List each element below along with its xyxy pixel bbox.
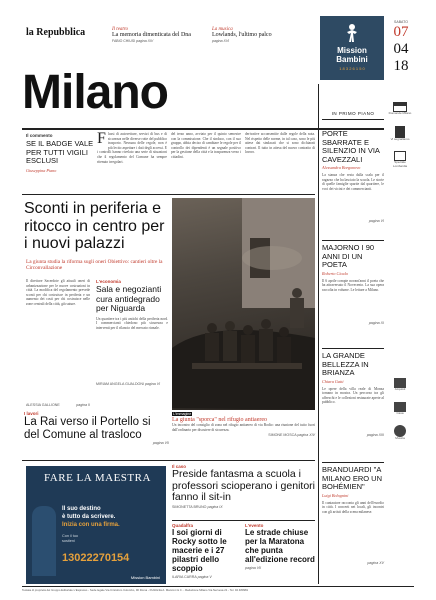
rs2-headline: MAJORNO I 90 ANNI DI UN POETA <box>322 243 375 269</box>
commentary-kicker: Il commento <box>26 133 53 138</box>
inset-story[interactable] <box>96 279 168 386</box>
section-label: IN PRIMO PIANO <box>331 111 375 116</box>
date-day: 07 <box>393 24 409 40</box>
brand-logo: la Repubblica <box>26 27 86 38</box>
commentary[interactable] <box>26 133 94 173</box>
scuola-headline: Preside fantasma a scuola i professori scioperano i genitori fanno il sit-in <box>172 468 315 503</box>
br-kicker: L'evento <box>245 523 264 528</box>
top-col-1: Flussi di autovetture, servizi di bus e di sicurezza nelle diverse rotte del pubblico trasporto. Nessuna delle regole, non è più lecito aspettare i dati degli accessi. E i controlli hanno rivelato una serie di situazioni che il regolamento del Comune ha sempre ritenuto irregolari. <box>97 132 167 164</box>
strip-label: Acquisti <box>394 387 406 391</box>
right-story-1[interactable] <box>322 130 384 223</box>
scuola-story[interactable] <box>172 464 315 509</box>
inset-body: Un quartiere tra i più antichi della periferia nord. I commercianti chiedono più sicurezza e interventi per il rilancio del mercato rionale. <box>96 316 168 330</box>
inset-byline: MIRIAM ANGELA GUALDONI <box>96 381 144 386</box>
teaser-title: La memoria dimenticata del Dna <box>112 32 191 38</box>
rs4-page: pagina XV <box>367 560 384 565</box>
rs3-headline: LA GRANDE BELLEZZA IN BRIANZA <box>322 351 369 377</box>
ad-line-2: Il suo destino <box>62 506 101 512</box>
strip-item-3[interactable] <box>388 151 412 168</box>
br-page: pagina VII <box>245 566 262 570</box>
teaser-byline: FABIO CHIUSI <box>112 39 136 43</box>
rs3-body: Le opere della villa reale di Monza tornano in mostra. Un percorso tra gli affreschi e le collezioni restaurate aperte al pubblico. <box>322 386 384 405</box>
top-col-2: del terzo anno, avviato per il quinto semestre con la commissione. Che il sindaco, con il suo gruppo, abbia deciso di cambiare le regole per il controllo dei dipendenti è un segnale positivo per la gestione della città e la trasparenza verso i cittadini. <box>171 132 241 159</box>
rs2-body: Il 6 aprile compie novant'anni il poeta che ha attraversato il Novecento. La sua opera raccolta in volume. Le letture a Milano. <box>322 278 384 292</box>
advert[interactable] <box>26 466 166 584</box>
rs3-page: pagina XIII <box>366 432 384 437</box>
top-col-3: derivative acconsentite dalle regole della nota. Nel rispetto delle norme, in tal caso, sono le più attese dai sindacati che si sono dichiarati contrari. Il tutto in attesa del nuovo contratto di lavoro. <box>245 132 315 155</box>
ad-line-4: Inizia con una firma. <box>62 522 120 528</box>
strip-label: Vi segnaliamo <box>390 136 410 141</box>
rs1-page: pagina VI <box>368 219 384 223</box>
bl-byline: ILARIA CARRA <box>172 575 197 579</box>
commentary-headline: SE IL BADGE VALE PER TUTTI VIGILI ESCLUSI <box>26 139 94 165</box>
date-year: 18 <box>393 58 409 74</box>
lavori-page: pagina VII <box>152 441 169 445</box>
bl-kicker: Quadalfra <box>172 523 194 528</box>
main-page: pagina II <box>76 403 90 407</box>
main-subhead: La giunta studia la riforma sugli oneri Obiettivo: cantieri oltre la Circonvallazione <box>26 259 163 272</box>
child-figure-icon <box>345 23 359 43</box>
lavori-story[interactable] <box>24 411 169 445</box>
main-body: Il direttore Sacerdote gli attuali oneri di urbanizzazione per le nuove costruzioni in città. La modifica del regolamento prevede sconti per chi costruisce in periferia e un aumento dei costi per chi costruisce nelle zone centrali della città, già sature. <box>26 279 90 306</box>
strip-label: Speciale Lombardia <box>392 160 408 168</box>
rs4-byline: Luigi Bolognini <box>322 492 349 498</box>
rs2-page: pagina XI <box>368 320 384 325</box>
ad-phone: 13022270154 <box>62 552 130 564</box>
inset-kicker: L'economia <box>96 279 121 284</box>
inset-page: pagina VI <box>144 381 161 386</box>
scuola-kicker: Il caso <box>172 464 187 469</box>
commentary-byline: Giuseppina Piano <box>26 167 57 173</box>
ad-brand: Mission Bambini <box>130 575 160 580</box>
footer-text: Testata di proprietà del Gruppo Editoriale L'Espresso - Sede legale Via Cristoforo Colombo, 90 Roma - Pubblicità A. Manzoni & C. - Redazione Milano Via Nervesa 21 - Tel. 02 480981 <box>22 588 249 592</box>
rs1-headline: PORTE SBARRATE E SILENZIO IN VIA CAVEZZALI <box>322 129 380 164</box>
rs1-byline: Alessandra Borgonovo <box>322 165 361 170</box>
lavori-headline: La Rai verso il Portello si del Comune al trasloco <box>24 416 151 441</box>
rs4-headline: BRANDUARDI "A MILANO ERO UN BOHÉMIEN" <box>322 465 383 491</box>
teaser-1[interactable] <box>112 27 208 43</box>
teaser-page: pagina XIV <box>136 39 154 43</box>
ad-line-3: è tutto da scrivere. <box>62 514 116 520</box>
bl-page: pagina V <box>197 575 212 579</box>
right-story-3[interactable] <box>322 352 384 437</box>
promo-title-2: Bambini <box>336 55 368 64</box>
promo-phone: 1 8 3 2 6 1 5 0 <box>339 66 365 71</box>
ad-line-5: Con il tuo <box>62 534 79 538</box>
photo-page: pagina XIV <box>297 433 315 437</box>
teaser-kicker: La musica <box>212 27 233 32</box>
photo-caption <box>172 412 315 437</box>
main-headline[interactable]: Sconti in periferia e ritocco in centro per i nuovi palazzi <box>24 200 165 252</box>
right-story-4[interactable] <box>322 466 384 565</box>
teaser-page: pagina XVI <box>212 39 230 43</box>
teaser-kicker: Il teatro <box>112 27 129 32</box>
bl-headline: I soi giorni di Rocky sotto le macerie e i 27 pilastri dello scoppio <box>172 528 227 573</box>
rs2-byline: Roberto Cicala <box>322 270 348 276</box>
strip-label: Domande Milano <box>388 111 412 115</box>
date-block <box>388 20 414 75</box>
ad-line-1: FARE LA MAESTRA <box>44 472 151 484</box>
photo-label: L'immagine <box>173 412 192 416</box>
teaser-title: Lowlands, l'ultimo palco <box>212 32 272 38</box>
strip-label: Musica <box>395 436 405 440</box>
main-byline: ALESSIA GALLIONE <box>26 403 60 407</box>
rs1-body: La stanza che resta dalla scala per il ragazzo che ha lasciato la scuola. Le storie di quelle famiglie sparite dal quartiere, le voci dei vicini e dei commercianti. <box>322 173 384 191</box>
edition-title: Milano <box>22 66 168 119</box>
dropcap: F <box>97 132 106 147</box>
strip-item-4[interactable] <box>388 378 412 392</box>
promo-title-1: Mission <box>337 46 367 55</box>
photo-caption-title: La giunta "sporca" nel rifugio antiaereo <box>172 417 268 423</box>
scuola-byline: SIMONETTA BRUNO <box>172 504 207 509</box>
ad-line-6: sostieni <box>62 539 75 543</box>
building-icon <box>395 126 405 138</box>
date-month: 04 <box>393 41 409 57</box>
strip-item-6[interactable] <box>388 425 412 441</box>
rs4-body: Il cantautore racconta gli anni dell'esordio in città. I concerti nei locali, gli incontri con gli artisti della scena milanese. <box>322 500 384 514</box>
main-photo <box>172 198 315 410</box>
right-story-2[interactable] <box>322 244 384 325</box>
scuola-page: pagina IX <box>207 504 223 509</box>
strip-item-5[interactable] <box>388 402 412 416</box>
house-icon <box>394 402 406 412</box>
teaser-2[interactable] <box>212 27 308 43</box>
lavori-kicker: I lavori <box>24 411 39 416</box>
strip-item-1[interactable] <box>388 102 412 116</box>
photo-caption-text: Un incontro del consiglio di zona nel rifugio antiaereo di via Bodio: una riunione del tutto fuori dall'ordinario per discutere di sicurezza. <box>172 423 315 432</box>
photo-byline: SIMONE MOSCA <box>268 433 297 437</box>
date-weekday: SABATO <box>394 20 408 24</box>
br-headline: Le strade chiuse per la Maratona che punta all'edizione record <box>245 528 315 564</box>
child-figure-icon <box>32 506 56 576</box>
strip-item-2[interactable] <box>388 126 412 142</box>
rs3-byline: Chiara Gatti <box>322 378 344 384</box>
right-strip <box>388 100 412 584</box>
bottom-left-story[interactable] <box>172 523 242 579</box>
strip-label: Casa <box>396 410 404 415</box>
bottom-right-story[interactable] <box>245 523 315 570</box>
inset-headline: Sala e negozianti cura antidegrado per Niguarda <box>96 284 162 313</box>
mission-bambini-promo[interactable] <box>320 16 384 80</box>
